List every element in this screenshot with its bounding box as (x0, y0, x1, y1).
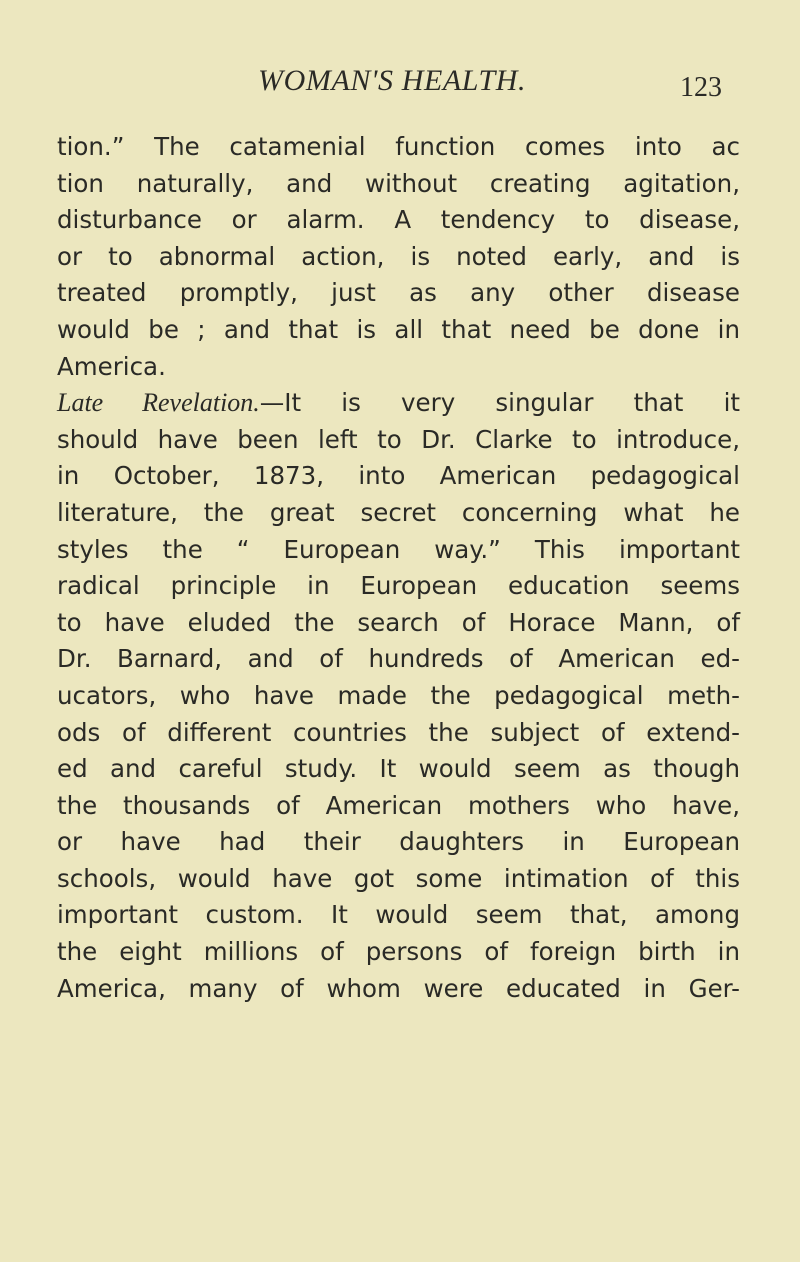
text-line: the thousands of American mothers who have, (57, 790, 740, 820)
text-line: or to abnormal action, is noted early, and is (57, 241, 740, 271)
text-line: America, many of whom were educated in Ger- (57, 973, 740, 1003)
text-line: would be ; and that is all that need be done in (57, 314, 740, 344)
text-line: tion naturally, and without creating agitation, (57, 168, 740, 198)
text-line: radical principle in European education seems (57, 571, 740, 601)
text-line: schools, would have got some intimation of this (57, 863, 740, 893)
running-title: WOMAN'S HEALTH. (258, 64, 527, 97)
text-line: ods of different countries the subject of extend- (57, 717, 740, 747)
text-line: should have been left to Dr. Clarke to introduce, (57, 424, 740, 454)
section-start-line (57, 385, 740, 422)
page-number: 123 (680, 72, 722, 103)
text-line: disturbance or alarm. A tendency to disease, (57, 205, 740, 235)
text-line: important custom. It would seem that, among (57, 900, 740, 930)
text-line: treated promptly, just as any other disease (57, 278, 740, 308)
text-line: literature, the great secret concerning what he (57, 497, 740, 527)
text-line: Dr. Barnard, and of hundreds of American ed- (57, 644, 740, 674)
text-line: in October, 1873, into American pedagogical (57, 461, 740, 491)
page-header (0, 64, 800, 104)
section-heading: Late Revelation. (57, 388, 260, 418)
section-lead-text: —It is very singular that it (259, 388, 740, 418)
text-line: styles the “ European way.” This important (57, 534, 740, 564)
text-line: or have had their daughters in European (57, 827, 740, 857)
body-text (57, 129, 740, 1007)
text-line: ed and careful study. It would seem as though (57, 754, 740, 784)
text-line: tion.” The catamenial function comes into ac (57, 132, 740, 161)
text-line: to have eluded the search of Horace Mann, of (57, 607, 740, 637)
text-line: the eight millions of persons of foreign birth in (57, 937, 740, 967)
text-line: America. (57, 351, 166, 381)
text-line: ucators, who have made the pedagogical meth- (57, 680, 740, 710)
